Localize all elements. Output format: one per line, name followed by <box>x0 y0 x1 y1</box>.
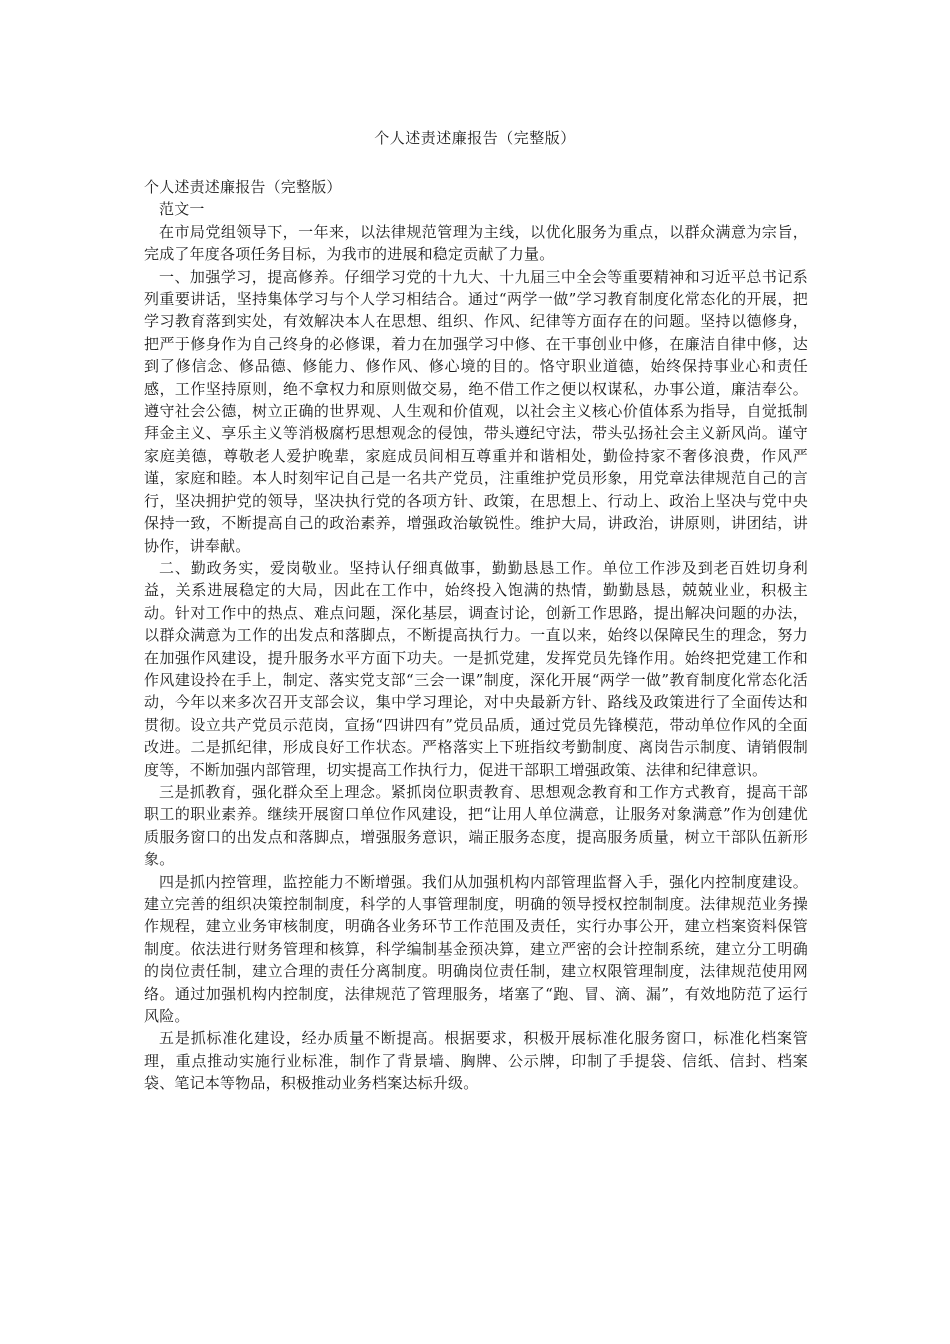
sample-label: 范文一 <box>159 200 205 219</box>
paragraph-education: 三是抓教育，强化群众至上理念。紧抓岗位职责教育、思想观念教育和工作方式教育，提高干部职工的职业素养。继续开展窗口单位作风建设，把“让用人单位满意，让服务对象满意”作为创建优质服务窗口的出发点和落脚点，增强服务意识，端正服务态度，提高服务质量，树立干部队伍新形象。 <box>144 782 808 869</box>
document-subtitle: 个人述责述廉报告（完整版） <box>144 178 342 196</box>
paragraph-intro: 在市局党组领导下，一年来，以法律规范管理为主线，以优化服务为重点，以群众满意为宗旨，完成了年度各项任务目标，为我市的进展和稳定贡献了力量。 <box>144 222 808 264</box>
document-title: 个人述责述廉报告（完整版） <box>374 129 576 147</box>
paragraph-internal-control: 四是抓内控管理，监控能力不断增强。我们从加强机构内部管理监督入手，强化内控制度建设。建立完善的组织决策控制制度，科学的人事管理制度，明确的领导授权控制制度。法律规范业务操作规程，建立业务审核制度，明确各业务环节工作范围及责任，实行办事公开，建立档案资料保管制度。依法进行财务管理和核算，科学编制基金预决算，建立严密的会计控制系统，建立分工明确的岗位责任制，建立合理的责任分离制度。明确岗位责任制，建立权限管理制度，法律规范使用网络。通过加强机构内控制度，法律规范了管理服务，堵塞了“跑、冒、滴、漏”，有效地防范了运行风险。 <box>144 872 808 1026</box>
paragraph-diligence: 二、勤政务实，爱岗敬业。坚持认仔细真做事，勤勤恳恳工作。单位工作涉及到老百姓切身利益，关系进展稳定的大局，因此在工作中，始终投入饱满的热情，勤勤恳恳，兢兢业业，积极主动。针对工作中的热点、难点问题，深化基层，调查讨论，创新工作思路，提出解决问题的办法，以群众满意为工作的出发点和落脚点，不断提高执行力。一直以来，始终以保障民生的理念，努力在加强作风建设，提升服务水平方面下功夫。一是抓党建，发挥党员先锋作用。始终把党建工作和作风建设拎在手上，制定、落实党支部“三会一课”制度，深化开展“两学一做”教育制度化常态化活动，今年以来多次召开支部会议，集中学习理论，对中央最新方针、路线及政策进行了全面传达和贯彻。设立共产党员示范岗，宣扬“四讲四有”党员品质，通过党员先锋模范，带动单位作风的全面改进。二是抓纪律，形成良好工作状态。严格落实上下班指纹考勤制度、离岗告示制度、请销假制度等，不断加强内部管理，切实提高工作执行力，促进干部职工增强政策、法律和纪律意识。 <box>144 558 808 779</box>
paragraph-study: 一、加强学习，提高修养。仔细学习党的十九大、十九届三中全会等重要精神和习近平总书记系列重要讲话，坚持集体学习与个人学习相结合。通过“两学一做”学习教育制度化常态化的开展，把学习教育落到实处，有效解决本人在思想、组织、作风、纪律等方面存在的问题。坚持以德修身，把严于修身作为自己终身的必修课，着力在加强学习中修、在干事创业中修，在廉洁自律中修，达到了修信念、修品德、修能力、修作风、修心境的目的。恪守职业道德，始终保持事业心和责任感，工作坚持原则，绝不拿权力和原则做交易，绝不借工作之便以权谋私，办事公道，廉洁奉公。遵守社会公德，树立正确的世界观、人生观和价值观，以社会主义核心价值体系为指导，自觉抵制拜金主义、享乐主义等消极腐朽思想观念的侵蚀，带头遵纪守法，带头弘扬社会主义新风尚。谨守家庭美德，尊敬老人爱护晚辈，家庭成员间相互尊重并和谐相处，勤俭持家不奢侈浪费，作风严谨，家庭和睦。本人时刻牢记自己是一名共产党员，注重维护党员形象，用党章法律规范自己的言行，坚决拥护党的领导，坚决执行党的各项方针、政策，在思想上、行动上、政治上坚决与党中央保持一致，不断提高自己的政治素养，增强政治敏锐性。维护大局，讲政治，讲原则，讲团结，讲协作，讲奉献。 <box>144 267 808 555</box>
document-body <box>144 176 808 1095</box>
paragraph-standardization: 五是抓标准化建设，经办质量不断提高。根据要求，积极开展标准化服务窗口，标准化档案管理，重点推动实施行业标准，制作了背景墙、胸牌、公示牌，印制了手提袋、信纸、信封、档案袋、笔记本等物品，积极推动业务档案达标升级。 <box>144 1029 808 1093</box>
